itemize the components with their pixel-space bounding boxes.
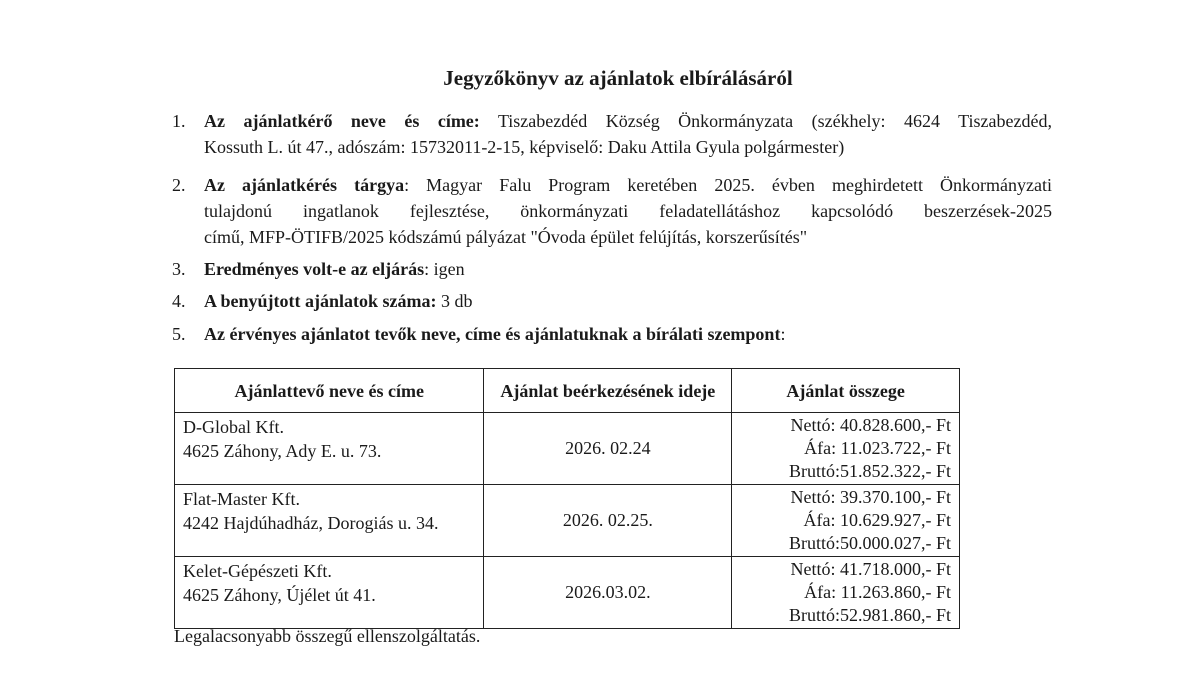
- bidder-address: 4242 Hajdúhadház, Dorogiás u. 34.: [183, 513, 439, 533]
- amount-net: Nettó: 40.828.600,- Ft: [790, 415, 951, 435]
- amount-net: Nettó: 39.370.100,- Ft: [790, 487, 951, 507]
- bidder-cell: [175, 557, 484, 629]
- item-label: Az ajánlatkérés tárgya: [204, 175, 405, 195]
- footnote: Legalacsonyabb összegű ellenszolgáltatás.: [174, 626, 481, 646]
- item-number: 1.: [172, 111, 186, 131]
- item-body: [204, 172, 1052, 250]
- list-item-5: [172, 321, 1052, 347]
- list-item-4: [172, 288, 1052, 314]
- item-body: [204, 288, 1052, 314]
- list-item-1: [172, 108, 1052, 160]
- received-date: 2026.03.02.: [484, 557, 732, 629]
- amount-cell: [732, 557, 960, 629]
- amount-gross: Bruttó:51.852.322,- Ft: [788, 461, 951, 481]
- list-item-3: [172, 256, 1052, 282]
- list-item-2: [172, 172, 1052, 250]
- item-body: [204, 256, 1052, 282]
- amount-cell: [732, 413, 960, 485]
- item-number: 4.: [172, 291, 186, 311]
- table-row: [175, 413, 960, 485]
- item-number: 3.: [172, 259, 186, 279]
- amount-vat: Áfa: 11.263.860,- Ft: [804, 582, 951, 602]
- item-line: [204, 172, 1052, 198]
- column-header-received-time: Ajánlat beérkezésének ideje: [484, 369, 732, 413]
- bidder-cell: [175, 485, 484, 557]
- bidder-name: Kelet-Gépészeti Kft.: [183, 561, 332, 581]
- item-line: [204, 108, 1052, 134]
- offers-table: [174, 368, 960, 629]
- bidder-name: D-Global Kft.: [183, 417, 284, 437]
- item-label: Az érvényes ajánlatot tevők neve, címe és ajánlatuknak a bírálati szempont: [204, 324, 781, 344]
- received-date: 2026. 02.25.: [484, 485, 732, 557]
- item-label: A benyújtott ajánlatok száma:: [204, 291, 437, 311]
- amount-gross: Bruttó:50.000.027,- Ft: [788, 533, 951, 553]
- document-title: Jegyzőkönyv az ajánlatok elbírálásáról: [443, 66, 793, 90]
- column-header-amount: Ajánlat összege: [732, 369, 960, 413]
- bidder-address: 4625 Záhony, Ady E. u. 73.: [183, 441, 382, 461]
- bidder-name: Flat-Master Kft.: [183, 489, 300, 509]
- received-date: 2026. 02.24: [484, 413, 732, 485]
- amount-vat: Áfa: 11.023.722,- Ft: [804, 438, 951, 458]
- bidder-cell: [175, 413, 484, 485]
- item-text: : Magyar Falu Program keretében 2025. évben meghirdetett Önkormányzati: [404, 175, 1052, 195]
- table-row: [175, 557, 960, 629]
- amount-cell: [732, 485, 960, 557]
- column-header-bidder: Ajánlattevő neve és címe: [175, 369, 484, 413]
- item-body: [204, 108, 1052, 160]
- item-label: Eredményes volt-e az eljárás: [204, 259, 425, 279]
- item-number: 2.: [172, 175, 186, 195]
- amount-gross: Bruttó:52.981.860,- Ft: [788, 605, 951, 625]
- item-text: című, MFP-ÖTIFB/2025 kódszámú pályázat "Óvoda épület felújítás, korszerűsítés": [204, 227, 808, 247]
- item-text: tulajdonú ingatlanok fejlesztése, önkormányzati feladatellátáshoz kapcsolódó beszerzések-2025: [204, 201, 1052, 221]
- item-text: 3 db: [436, 291, 473, 311]
- item-text: Tiszabezdéd Község Önkormányzata (székhely: 4624 Tiszabezdéd,: [497, 111, 1052, 131]
- item-label: Az ajánlatkérő neve és címe:: [204, 111, 480, 131]
- item-text: : igen: [424, 259, 465, 279]
- item-body: [204, 321, 1052, 347]
- item-number: 5.: [172, 324, 186, 344]
- table-header-row: [175, 369, 960, 413]
- bidder-address: 4625 Záhony, Újélet út 41.: [183, 585, 376, 605]
- amount-net: Nettó: 41.718.000,- Ft: [790, 559, 951, 579]
- table-row: [175, 485, 960, 557]
- item-text: Kossuth L. út 47., adószám: 15732011-2-15, képviselő: Daku Attila Gyula polgármester): [204, 137, 845, 157]
- amount-vat: Áfa: 10.629.927,- Ft: [803, 510, 951, 530]
- item-text: :: [780, 324, 786, 344]
